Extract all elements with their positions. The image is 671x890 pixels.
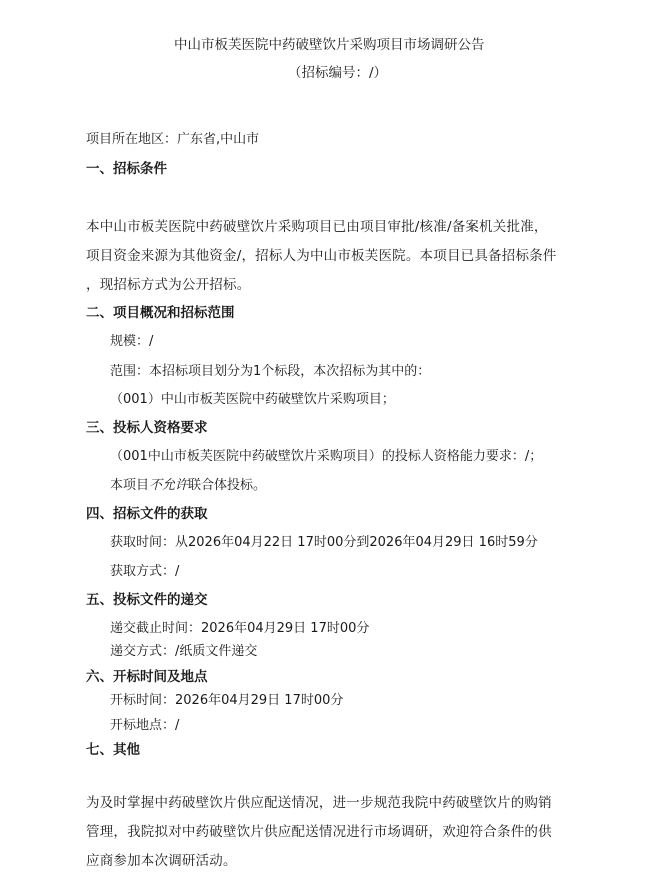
section-heading-2: 二、项目概况和招标范围 xyxy=(86,305,235,321)
submission-method: 递交方式：/纸质文件递交 xyxy=(110,644,258,659)
section-heading-3: 三、投标人资格要求 xyxy=(86,420,208,436)
submission-deadline: 递交截止时间：2026年04月29日 17时00分 xyxy=(110,621,370,636)
joint-bid-italic: 不允许 xyxy=(149,478,189,493)
opening-place: 开标地点：/ xyxy=(110,718,180,733)
section-heading-5: 五、投标文件的递交 xyxy=(86,592,208,608)
joint-bid-suffix: 联合体投标。 xyxy=(188,478,267,493)
section-heading-1: 一、招标条件 xyxy=(86,161,167,177)
joint-bid-prefix: 本项目 xyxy=(110,478,150,493)
joint-bid-note xyxy=(110,477,266,495)
bid-number: （招标编号：/） xyxy=(288,65,388,81)
section-7-line-3: 应商参加本次调研活动。 xyxy=(86,853,237,869)
section-1-line-3: ，现招标方式为公开招标。 xyxy=(86,277,251,293)
opening-time: 开标时间：2026年04月29日 17时00分 xyxy=(110,693,344,708)
section-1-line-1: 本中山市板芙医院中药破壁饮片采购项目已由项目审批/核准/备案机关批准， xyxy=(86,219,548,235)
section-heading-7: 七、其他 xyxy=(86,742,140,758)
section-heading-4: 四、招标文件的获取 xyxy=(86,506,208,522)
project-scope: 范围：本招标项目划分为1个标段，本次招标为其中的： xyxy=(110,364,431,379)
section-1-line-2: 项目资金来源为其他资金/，招标人为中山市板芙医院。本项目已具备招标条件 xyxy=(86,248,557,264)
document-title: 中山市板芙医院中药破壁饮片采购项目市场调研公告 xyxy=(174,37,485,53)
project-location: 项目所在地区：广东省,中山市 xyxy=(86,132,260,147)
section-7-line-2: 管理，我院拟对中药破壁饮片供应配送情况进行市场调研，欢迎符合条件的供 xyxy=(86,824,552,840)
project-scale: 规模：/ xyxy=(110,334,154,349)
section-7-line-1: 为及时掌握中药破壁饮片供应配送情况，进一步规范我院中药破壁饮片的购销 xyxy=(86,795,552,811)
acquisition-method: 获取方式：/ xyxy=(110,564,180,579)
bidder-requirement: （001中山市板芙医院中药破壁饮片采购项目）的投标人资格能力要求：/； xyxy=(110,449,543,464)
section-heading-6: 六、开标时间及地点 xyxy=(86,669,208,685)
acquisition-time: 获取时间：从2026年04月22日 17时00分到2026年04月29日 16时59分 xyxy=(110,535,538,550)
lot-item: （001）中山市板芙医院中药破壁饮片采购项目； xyxy=(110,392,395,407)
